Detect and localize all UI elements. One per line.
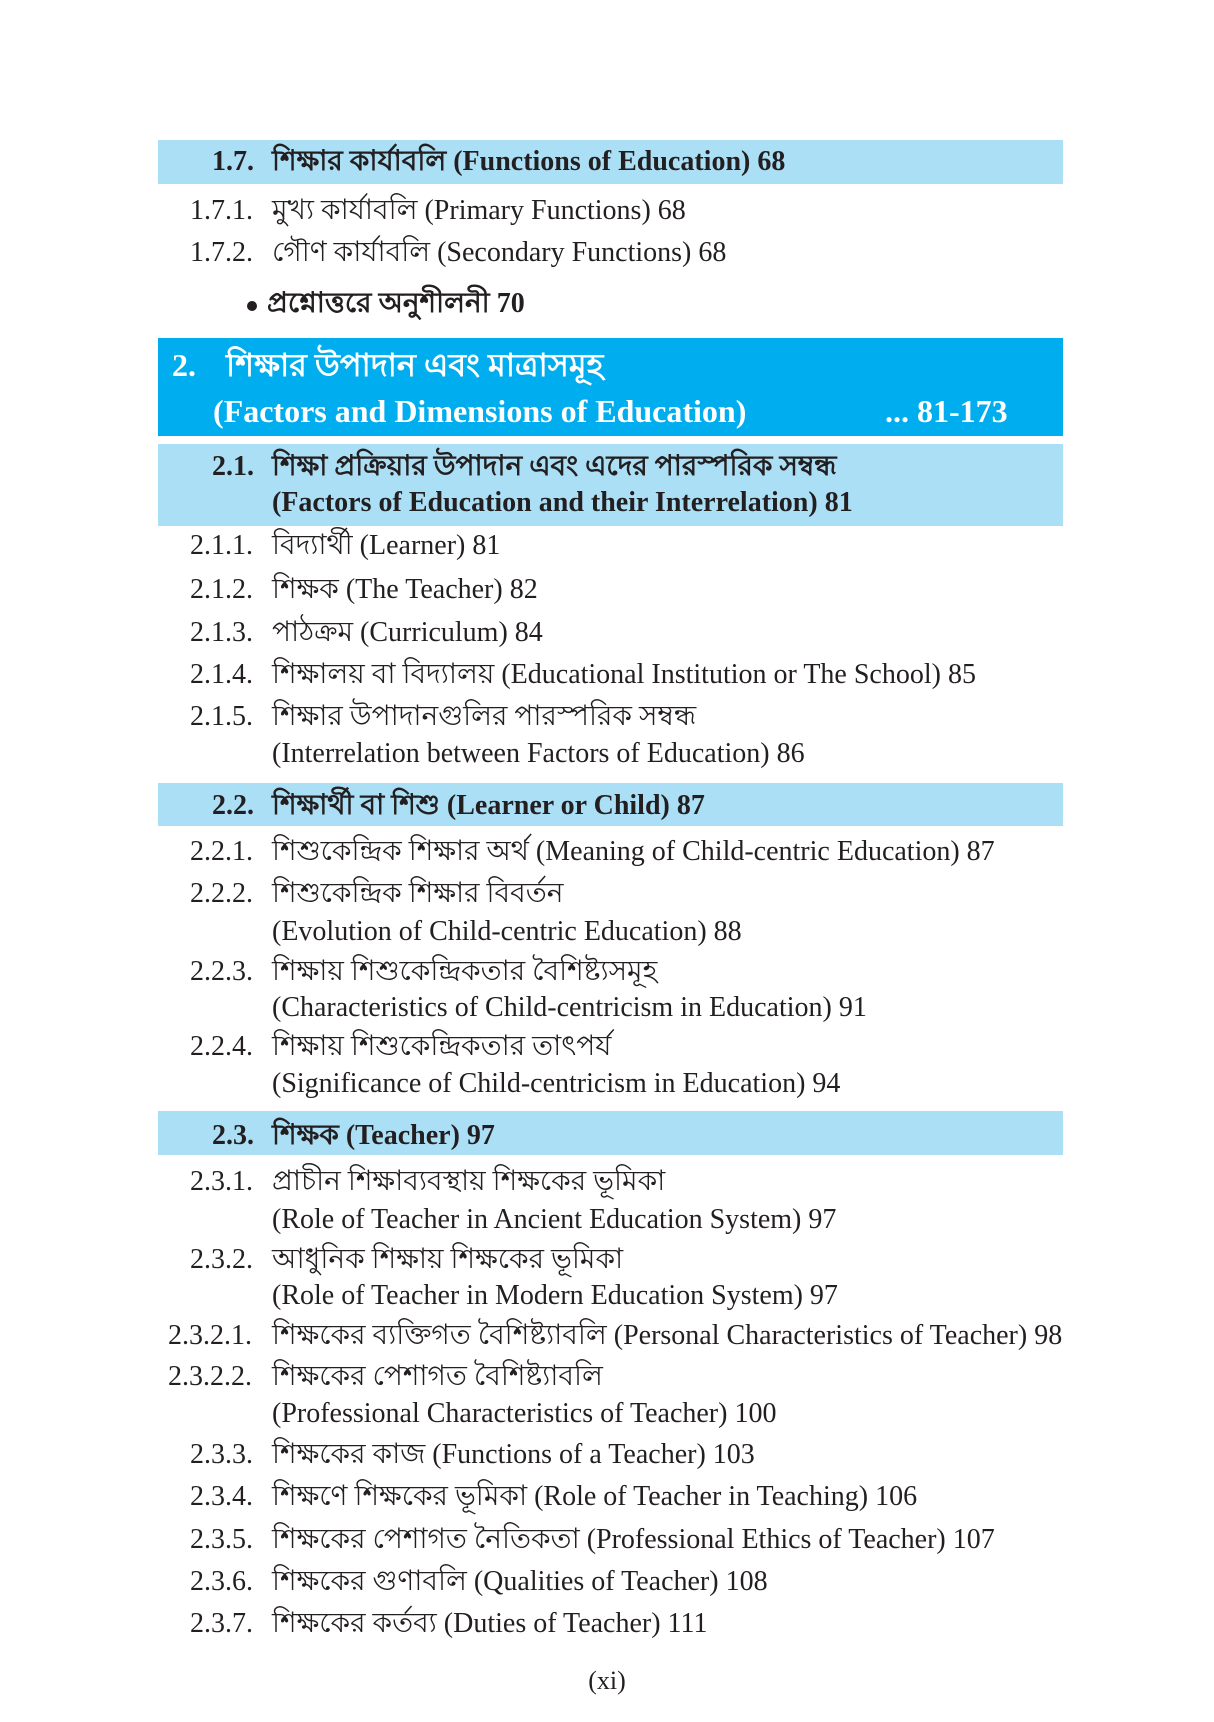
entry-title: শিক্ষায় শিশুকেন্দ্রিকতার তাৎপর্য [272, 1031, 612, 1062]
entry-title: মুখ্য কার্যাবলি (Primary Functions) 68 [272, 195, 686, 226]
entry-number: 2.1. [212, 451, 254, 482]
entry-number: 2.3.2. [190, 1244, 253, 1275]
entry-number: 1.7.1. [190, 195, 253, 226]
entry-title: শিক্ষালয় বা বিদ্যালয় (Educational Institution or The School) 85 [272, 659, 976, 690]
entry-title: শিক্ষণে শিক্ষকের ভূমিকা (Role of Teacher in Teaching) 106 [272, 1481, 918, 1512]
entry-number: 2.2.4. [190, 1031, 253, 1062]
entry-number: 2.3. [212, 1120, 254, 1151]
entry-title: শিক্ষক (Teacher) 97 [272, 1120, 495, 1151]
entry-number: 2.3.2.1. [168, 1320, 252, 1351]
entry-title: আধুনিক শিক্ষায় শিক্ষকের ভূমিকা [272, 1244, 624, 1275]
entry-title-english: (Significance of Child-centricism in Education) 94 [272, 1068, 841, 1099]
entry-number: 2.2. [212, 790, 254, 821]
page-number [0, 1663, 1214, 1699]
bullet-icon [247, 301, 257, 311]
entry-title: শিক্ষকের পেশাগত বৈশিষ্ট্যাবলি [272, 1361, 603, 1392]
entry-number: 2.1.1. [190, 530, 253, 561]
entry-number: 2.3.1. [190, 1166, 253, 1197]
entry-title: প্রশ্নোত্তরে অনুশীলনী 70 [267, 288, 525, 319]
entry-number: 2.2.2. [190, 878, 253, 909]
entry-title: শিক্ষায় শিশুকেন্দ্রিকতার বৈশিষ্ট্যসমূহ [272, 956, 658, 987]
entry-number: 2.2.1. [190, 836, 253, 867]
entry-title-english: (Role of Teacher in Modern Education System) 97 [272, 1280, 838, 1311]
entry-title: পাঠক্রম (Curriculum) 84 [272, 617, 543, 648]
entry-title: শিক্ষকের পেশাগত নৈতিকতা (Professional Ethics of Teacher) 107 [272, 1524, 995, 1555]
entry-title: শিশুকেন্দ্রিক শিক্ষার বিবর্তন [272, 878, 564, 909]
page-number-text: (xi) [588, 1666, 626, 1695]
entry-title: শিক্ষকের কর্তব্য (Duties of Teacher) 111 [272, 1608, 708, 1639]
chapter-page-range: ... 81-173 [885, 393, 1008, 429]
entry-title: প্রাচীন শিক্ষাব্যবস্থায় শিক্ষকের ভূমিকা [272, 1166, 666, 1197]
entry-title: শিক্ষক (The Teacher) 82 [272, 574, 538, 605]
entry-number: 2.3.4. [190, 1481, 253, 1512]
entry-title-english: (Characteristics of Child-centricism in Education) 91 [272, 992, 867, 1023]
entry-title: শিশুকেন্দ্রিক শিক্ষার অর্থ (Meaning of Child-centric Education) 87 [272, 836, 995, 867]
chapter-number: 2. [172, 347, 196, 383]
entry-number: 2.1.5. [190, 701, 253, 732]
entry-number: 2.3.2.2. [168, 1361, 252, 1392]
chapter-title-english: (Factors and Dimensions of Education) [213, 393, 747, 429]
chapter-title-bengali: শিক্ষার উপাদান এবং মাত্রাসমূহ [226, 347, 604, 383]
entry-number: 2.3.5. [190, 1524, 253, 1555]
entry-number: 2.3.3. [190, 1439, 253, 1470]
entry-title-english: (Factors of Education and their Interrelation) 81 [272, 487, 853, 518]
entry-title-english: (Evolution of Child-centric Education) 88 [272, 916, 742, 947]
entry-number: 2.2.3. [190, 956, 253, 987]
entry-title: গৌণ কার্যাবলি (Secondary Functions) 68 [272, 237, 727, 268]
entry-title-english: (Professional Characteristics of Teacher) 100 [272, 1398, 777, 1429]
entry-number: 2.3.7. [190, 1608, 253, 1639]
entry-title-english: (Interrelation between Factors of Education) 86 [272, 738, 805, 769]
entry-title-english: (Role of Teacher in Ancient Education System) 97 [272, 1204, 837, 1235]
toc-entry-exercise[interactable] [247, 286, 525, 322]
entry-number: 2.3.6. [190, 1566, 253, 1597]
entry-number: 2.1.2. [190, 574, 253, 605]
entry-title: শিক্ষকের ব্যক্তিগত বৈশিষ্ট্যাবলি (Personal Characteristics of Teacher) 98 [272, 1320, 1063, 1351]
entry-title: শিক্ষার কার্যাবলি (Functions of Education) 68 [272, 146, 786, 177]
entry-number: 1.7. [212, 146, 254, 177]
entry-title: শিক্ষার্থী বা শিশু (Learner or Child) 87 [272, 790, 705, 821]
entry-title: শিক্ষকের কাজ (Functions of a Teacher) 103 [272, 1439, 755, 1470]
entry-title: বিদ্যার্থী (Learner) 81 [272, 530, 501, 561]
entry-title: শিক্ষা প্রক্রিয়ার উপাদান এবং এদের পারস্পরিক সম্বন্ধ [272, 451, 837, 482]
entry-title: শিক্ষকের গুণাবলি (Qualities of Teacher) 108 [272, 1566, 768, 1597]
entry-title: শিক্ষার উপাদানগুলির পারস্পরিক সম্বন্ধ [272, 701, 697, 732]
entry-number: 1.7.2. [190, 237, 253, 268]
entry-number: 2.1.4. [190, 659, 253, 690]
entry-number: 2.1.3. [190, 617, 253, 648]
